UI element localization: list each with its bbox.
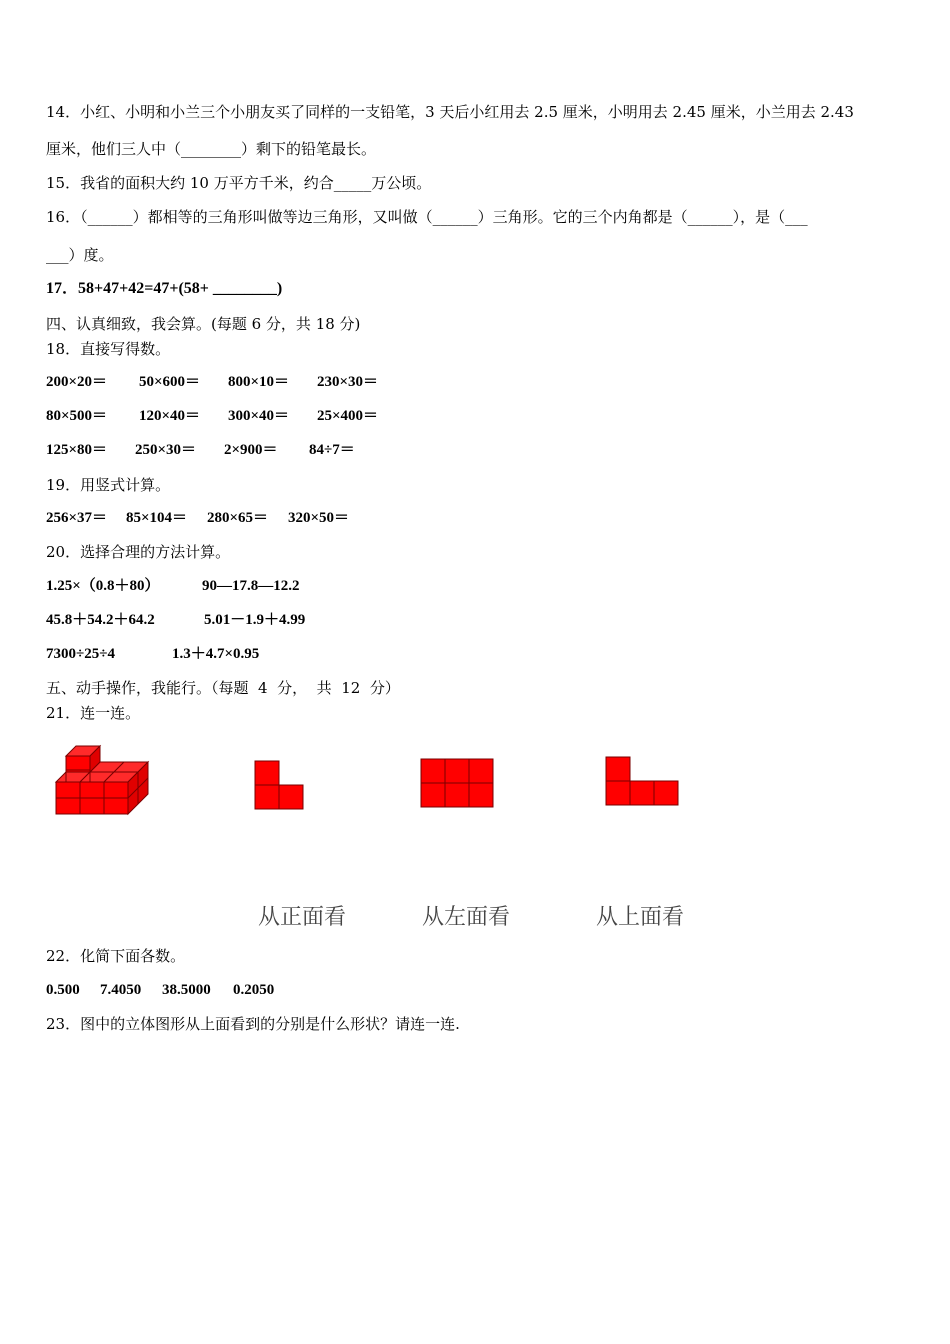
- q18-item: 200×20＝: [46, 374, 108, 390]
- q18-item: 50×600＝: [139, 374, 201, 390]
- q14-line2: 厘米，他们三人中（________）剩下的铅笔最长。: [46, 140, 377, 158]
- q18-item: 120×40＝: [139, 408, 201, 424]
- q18-item: 230×30＝: [317, 374, 379, 390]
- q18-item: 84÷7＝: [309, 442, 355, 458]
- q18-item: 800×10＝: [228, 374, 290, 390]
- q15-text: 15．我省的面积大约 10 万平方千米，约合_____万公顷。: [46, 174, 432, 192]
- q22-item: 7.4050: [100, 982, 142, 998]
- q20-item: 45.8＋54.2＋64.2: [46, 612, 155, 628]
- q17-text: 17．58+47+42=47+(58+ ________): [46, 280, 283, 297]
- q22-item: 0.500: [46, 982, 80, 998]
- section5-heading: 五、动手操作，我能行。（每题 4 分， 共 12 分）: [46, 679, 400, 697]
- cube-solid-figure: [50, 742, 155, 822]
- label-top-view: 从上面看: [596, 905, 685, 930]
- q19-item: 320×50＝: [288, 510, 350, 526]
- q16-line1: 16．（______）都相等的三角形叫做等边三角形，又叫做（______）三角形。它的三个内角都是（______），是（___: [46, 208, 808, 226]
- q22-item: 0.2050: [233, 982, 275, 998]
- q20-item: 90—17.8—12.2: [202, 578, 300, 594]
- q18-item: 300×40＝: [228, 408, 290, 424]
- label-front-view: 从正面看: [258, 905, 347, 930]
- q18-item: 25×400＝: [317, 408, 379, 424]
- q16-line2: ___）度。: [46, 246, 114, 264]
- q19-item: 280×65＝: [207, 510, 269, 526]
- q18-item: 125×80＝: [46, 442, 108, 458]
- view-shape-l-small: [254, 760, 306, 812]
- section4-heading: 四、认真细致，我会算。(每题 6 分，共 18 分): [46, 315, 361, 333]
- q23-text: 23．图中的立体图形从上面看到的分别是什么形状？请连一连.: [46, 1015, 460, 1033]
- q18-item: 2×900＝: [224, 442, 278, 458]
- label-left-view: 从左面看: [422, 905, 511, 930]
- q18-item: 80×500＝: [46, 408, 108, 424]
- q22-item: 38.5000: [162, 982, 211, 998]
- q20-item: 7300÷25÷4: [46, 646, 115, 662]
- view-shape-rectangle: [420, 758, 496, 810]
- q20-item: 1.25×（0.8＋80）: [46, 578, 160, 594]
- q19-item: 256×37＝: [46, 510, 108, 526]
- q20-title: 20．选择合理的方法计算。: [46, 543, 231, 561]
- q19-title: 19．用竖式计算。: [46, 476, 171, 494]
- q22-title: 22．化简下面各数。: [46, 947, 186, 965]
- q18-item: 250×30＝: [135, 442, 197, 458]
- q20-item: 1.3＋4.7×0.95: [172, 646, 260, 662]
- q21-title: 21．连一连。: [46, 704, 141, 722]
- q20-item: 5.01－1.9＋4.99: [204, 612, 306, 628]
- q18-title: 18．直接写得数。: [46, 340, 171, 358]
- view-shape-l-wide: [605, 756, 681, 808]
- q19-item: 85×104＝: [126, 510, 188, 526]
- q14-line1: 14．小红、小明和小兰三个小朋友买了同样的一支铅笔，3 天后小红用去 2.5 厘米，小明用去 2.45 厘米，小兰用去 2.43: [46, 103, 854, 121]
